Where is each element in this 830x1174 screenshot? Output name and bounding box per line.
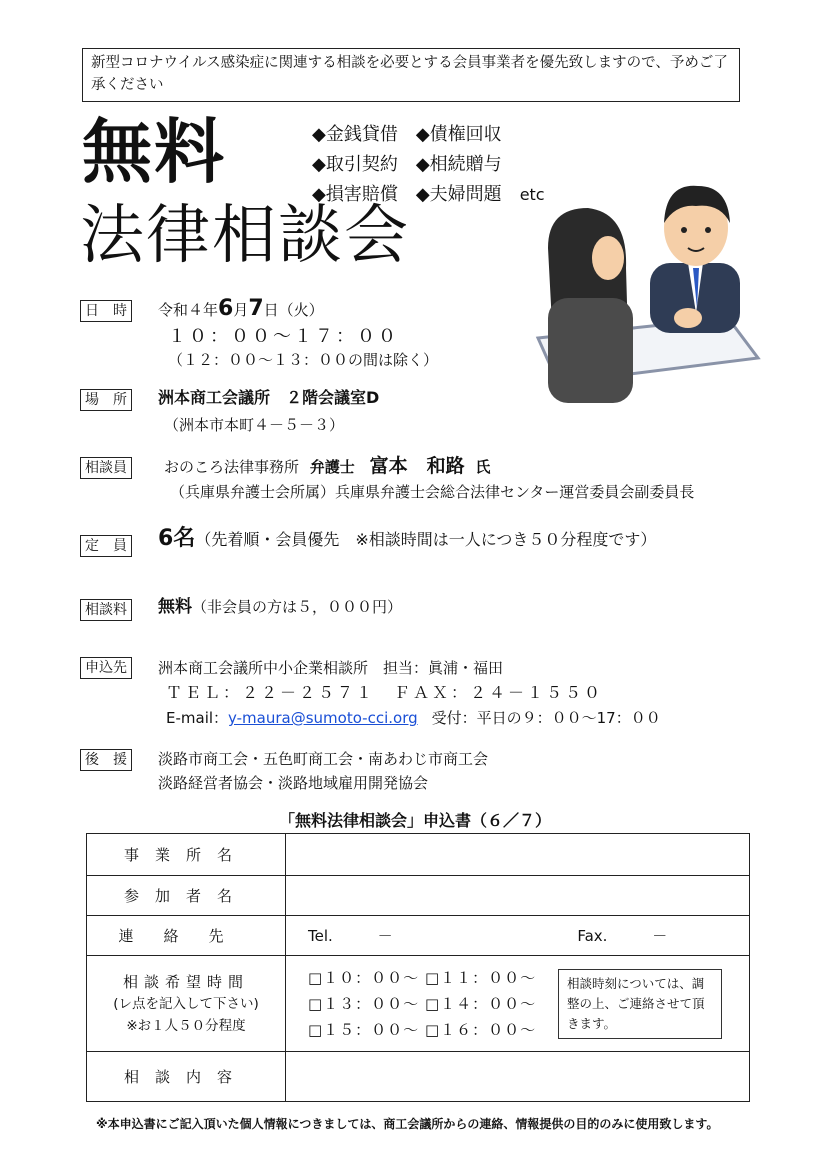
content-field[interactable]	[286, 1052, 750, 1102]
fax-label: Fax.	[577, 927, 608, 945]
time-sub2: ※お１人５０分程度	[126, 1017, 246, 1034]
time-note-box: 相談時刻については、調整の上、ご連絡させて頂きます。	[558, 969, 722, 1039]
contact-field[interactable]	[286, 916, 750, 956]
time-range: １０：００～１７：００	[168, 326, 399, 347]
place-address: （洲本市本町４－５－３）	[164, 416, 345, 434]
consultation-illustration	[528, 168, 768, 408]
topic-item: ◆損害賠償	[312, 184, 398, 205]
apply-hours: 受付：平日の９：００～17：００	[431, 709, 661, 727]
page-title: 法律相談会	[80, 199, 410, 273]
topic-item: ◆相続贈与	[415, 154, 502, 175]
date-month: 6	[218, 296, 234, 321]
form-label-time	[87, 956, 286, 1052]
support-line2: 淡路経営者協会・淡路地域雇用開発協会	[158, 774, 429, 792]
capacity-value: 6名	[158, 526, 196, 551]
title-free: 無料	[82, 111, 226, 193]
email-prefix: E-mail：	[166, 709, 229, 727]
label-support: 後 援	[80, 749, 132, 771]
application-form	[86, 833, 750, 1102]
consultant-name: 富本 和路	[369, 455, 465, 477]
business-name-field[interactable]	[286, 834, 750, 876]
time-label: 相談希望時間	[122, 972, 249, 991]
capacity-note: （先着順・会員優先 ※相談時間は一人につき５０分程度です）	[195, 530, 657, 549]
slot-checkbox[interactable]: □１３：００～	[308, 994, 420, 1013]
apply-telfax: ＴＥＬ：２２－２５７１ ＦＡＸ：２４－１５５０	[166, 683, 604, 702]
fee-note: （非会員の方は５，０００円）	[192, 598, 403, 616]
consultant-title: 弁護士	[309, 458, 355, 476]
form-label-participant: 参加者名	[87, 876, 286, 916]
slot-checkbox[interactable]: □１０：００～	[308, 968, 420, 987]
consultant-office: おのころ法律事務所	[164, 458, 300, 476]
topic-item: ◆債権回収	[415, 124, 502, 145]
topic-item: ◆取引契約	[312, 154, 398, 175]
date-day: 7	[248, 296, 264, 321]
time-slots-cell	[286, 956, 750, 1052]
privacy-footer: ※本申込書にご記入頂いた個人情報につきましては、商工会議所からの連絡、情報提供の目的のみに使用致します。	[96, 1117, 719, 1131]
tel-dash: －	[377, 927, 393, 945]
support-line1: 淡路市商工会・五色町商工会・南あわじ市商工会	[158, 750, 489, 768]
label-capacity: 定 員	[80, 535, 132, 557]
topic-item: etc	[519, 185, 545, 204]
slot-checkbox[interactable]: □１１：００～	[424, 968, 537, 987]
time-excluded: （１２：００～１３：００の間は除く）	[168, 351, 439, 369]
tel-label: Tel.	[308, 927, 333, 945]
label-consultant: 相談員	[80, 457, 132, 479]
time-sub1: (レ点を記入して下さい)	[113, 995, 259, 1012]
fee-value: 無料	[158, 597, 192, 617]
form-title: 「無料法律相談会」申込書（６／７）	[278, 811, 551, 830]
topic-item: ◆金銭貸借	[312, 124, 398, 145]
date-day-unit: 日（火）	[263, 301, 324, 319]
capacity-line	[158, 528, 656, 551]
apply-email-line	[166, 707, 661, 729]
topic-list	[312, 120, 563, 210]
slot-checkbox[interactable]: □１５：００～	[308, 1020, 420, 1039]
apply-org: 洲本商工会議所中小企業相談所 担当：眞浦・福田	[158, 659, 504, 677]
date-month-unit: 月	[233, 301, 249, 319]
label-place: 場 所	[80, 389, 132, 411]
form-label-business: 事業所名	[87, 834, 286, 876]
label-datetime: 日 時	[80, 300, 132, 322]
fax-dash: －	[652, 927, 668, 945]
topic-item: ◆夫婦問題	[415, 184, 502, 205]
label-apply: 申込先	[80, 657, 132, 679]
time-slot-grid	[308, 965, 558, 1043]
form-label-content: 相談内容	[87, 1052, 286, 1102]
participant-field[interactable]	[286, 876, 750, 916]
fee-line	[158, 596, 402, 618]
label-fee: 相談料	[80, 599, 132, 621]
date-line	[158, 298, 324, 321]
slot-checkbox[interactable]: □１４：００～	[424, 994, 537, 1013]
notice-box: 新型コロナウイルス感染症に関連する相談を必要とする会員事業者を優先致しますので、予めご了承ください	[82, 48, 740, 102]
email-link[interactable]: y-maura@sumoto-cci.org	[228, 709, 418, 727]
consultant-line	[164, 455, 490, 478]
consultant-honorific: 氏	[475, 458, 491, 476]
place-name: 洲本商工会議所 ２階会議室D	[158, 388, 380, 407]
date-prefix: 令和４年	[158, 301, 219, 319]
woman-body	[548, 298, 633, 403]
consultant-affiliation: （兵庫県弁護士会所属）兵庫県弁護士会総合法律センター運営委員会副委員長	[170, 483, 695, 501]
slot-checkbox[interactable]: □１６：００～	[424, 1020, 537, 1039]
form-label-contact: 連絡先	[87, 916, 286, 956]
